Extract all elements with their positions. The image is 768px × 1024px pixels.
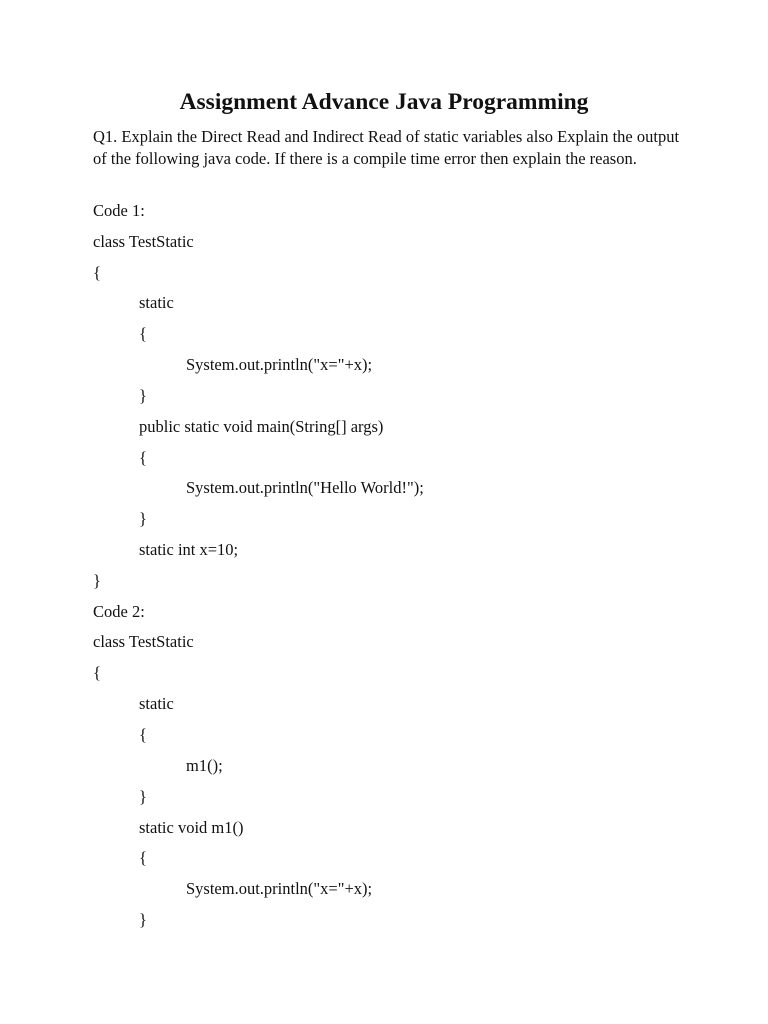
document-title: Assignment Advance Java Programming: [179, 89, 589, 115]
question-text: Q1. Explain the Direct Read and Indirect Read of static variables also Explain the output of the following java code. If there is a compile time error then explain the reason.: [93, 127, 680, 168]
code-line: {: [139, 448, 147, 467]
code-line: }: [139, 787, 147, 806]
code-line: class TestStatic: [93, 232, 194, 251]
code-line: }: [93, 571, 101, 590]
code-line: static void m1(): [139, 818, 244, 837]
code-line: static int x=10;: [139, 540, 239, 559]
code-line: System.out.println("Hello World!");: [186, 478, 424, 497]
code-line: {: [93, 663, 101, 682]
code-line: static: [139, 694, 174, 713]
code-line: {: [139, 848, 147, 867]
code-line: }: [139, 509, 147, 528]
code-line: public static void main(String[] args): [139, 417, 384, 436]
code1-label: Code 1:: [93, 201, 145, 220]
code-line: }: [139, 910, 147, 929]
code-line: System.out.println("x="+x);: [186, 355, 373, 374]
code-line: System.out.println("x="+x);: [186, 879, 373, 898]
code2-label: Code 2:: [93, 602, 145, 621]
code-line: m1();: [186, 756, 223, 775]
code-line: {: [93, 263, 101, 282]
code-line: {: [139, 324, 147, 343]
code-line: }: [139, 386, 147, 405]
code-line: class TestStatic: [93, 632, 194, 651]
code-line: static: [139, 293, 174, 312]
code-line: {: [139, 725, 147, 744]
